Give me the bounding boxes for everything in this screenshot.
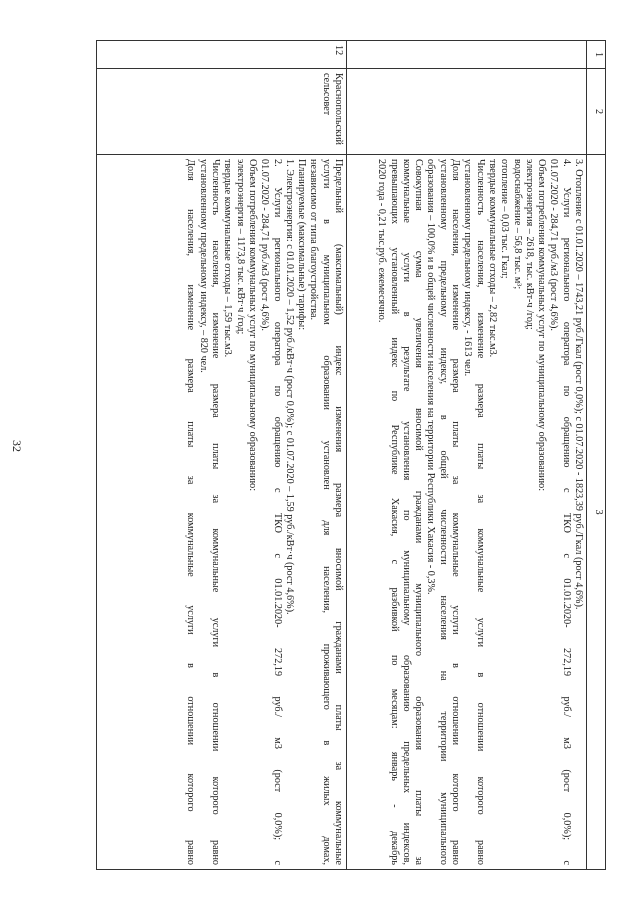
text-line: 1. Электроэнергия: с 01.01.2020 – 1,52 руб./кВт·ч (рост 0,0%); с 01.07.2020 – 1,59 руб./кВт·ч (рост 4,6%).: [283, 159, 295, 615]
text-line: электроэнергия – 2618, тыс. кВт-ч /год;: [523, 159, 535, 330]
text-line: установленному предельному индексу, - 1613 чел.: [462, 159, 474, 377]
text-line: твердые коммунальные отходы – 1,59 тыс.м3.: [222, 159, 234, 358]
tariff-table: [96, 40, 606, 870]
rotated-table-wrapper: [96, 40, 606, 870]
table-header-row: [587, 41, 606, 870]
text-line: 01.07.2020 - 284,71 руб./м3 (рост 4,6%).: [548, 159, 560, 331]
text-line: отопление – 0,03 тыс. Гкал;: [499, 159, 511, 279]
text-line: 3. Отопление с 01.01.2020 – 1743,21 руб./Гкал (рост 0,0%); с 01.07.2020 - 1823,39 руб./Гкал (рост 4,6%).: [573, 159, 584, 610]
text-line: Численность населения, изменение размера платы за коммунальные услуги в отношении которого равно: [474, 159, 486, 865]
text-line: 2. Услуги регионального оператора по обращению с ТКО с 01.01.2020- 272,19 руб./ м3 (рост 0,0%); с: [271, 159, 283, 865]
text-line: Объем потребления коммунальных услуг по муниципальному образованию:: [536, 159, 548, 492]
header-cell-1: 1: [587, 41, 606, 69]
row-number-cell: 12: [97, 41, 347, 69]
row-content-cell: [347, 155, 587, 870]
page-number: 32: [10, 440, 24, 452]
text-line: 2020 года - 0,21 тыс.руб. ежемесячно.: [376, 159, 388, 323]
text-line: независимо от типа благоустройства.: [308, 159, 320, 321]
row-name-cell: Краснопольский сельсовет: [97, 69, 347, 155]
text-line: образования – 100,0% и в общей численности населения на территории Республики Хакасия - 0,3%.: [425, 159, 437, 595]
text-line: водоснабжение – 56,8 тыс. м³;: [511, 159, 523, 290]
text-line: Доля населения, изменение размера платы за коммунальные услуги в отношении которого равно: [450, 159, 462, 865]
text-line: Предельный (максимальный) индекс изменения размера вносимой гражданами платы за коммунальные: [333, 159, 344, 865]
row-name-cell: [347, 69, 587, 155]
text-line: 01.07.2020 - 284,71 руб./м3 (рост 4,6%).: [259, 159, 271, 331]
text-line: коммунальные услуги в результате установления по муниципальному образованию предельных индексов,: [400, 159, 412, 865]
text-line: Объем потребления коммунальных услуг по муниципальному образованию:: [246, 159, 258, 492]
row-number-cell: [347, 41, 587, 69]
text-line: твердые коммунальные отходы – 2,82 тыс.м3.: [486, 159, 498, 358]
row-content-cell: [97, 155, 347, 870]
header-cell-3: 3: [587, 155, 606, 870]
text-line: Доля населения, изменение размера платы за коммунальные услуги в отношении которого равно: [185, 159, 197, 865]
text-line: электроэнергия – 1173,8 тыс. кВт·ч /год;: [234, 159, 246, 335]
text-line: услуги в муниципальном образовании установлен для населения, проживающего в жилых домах,: [320, 159, 332, 865]
table-row-continued: [347, 41, 587, 870]
text-line: 4. Услуги регионального оператора по обращению с ТКО с 01.01.2020- 272,19 руб./ м3 (рост 0,0%); с: [560, 159, 572, 865]
text-line: Численность населения, изменение размера платы за коммунальные услуги в отношении которого равно: [210, 159, 222, 865]
table-row-12: [97, 41, 347, 870]
header-cell-2: 2: [587, 69, 606, 155]
text-line: Совокупная сумма увеличения вносимой гражданами муниципального образования платы за: [413, 159, 425, 865]
text-line: установленному предельному индексу, в общей численности населения на территории муниципального: [437, 159, 449, 865]
text-line: установленному предельному индексу, – 820 чел.: [197, 159, 209, 373]
text-line: Планируемые (максимальные) тарифы:: [296, 159, 308, 331]
text-line: превышающих установленный индекс по Республике Хакасия, с разбивкой по месяцам: январь - декабрь: [388, 159, 400, 865]
